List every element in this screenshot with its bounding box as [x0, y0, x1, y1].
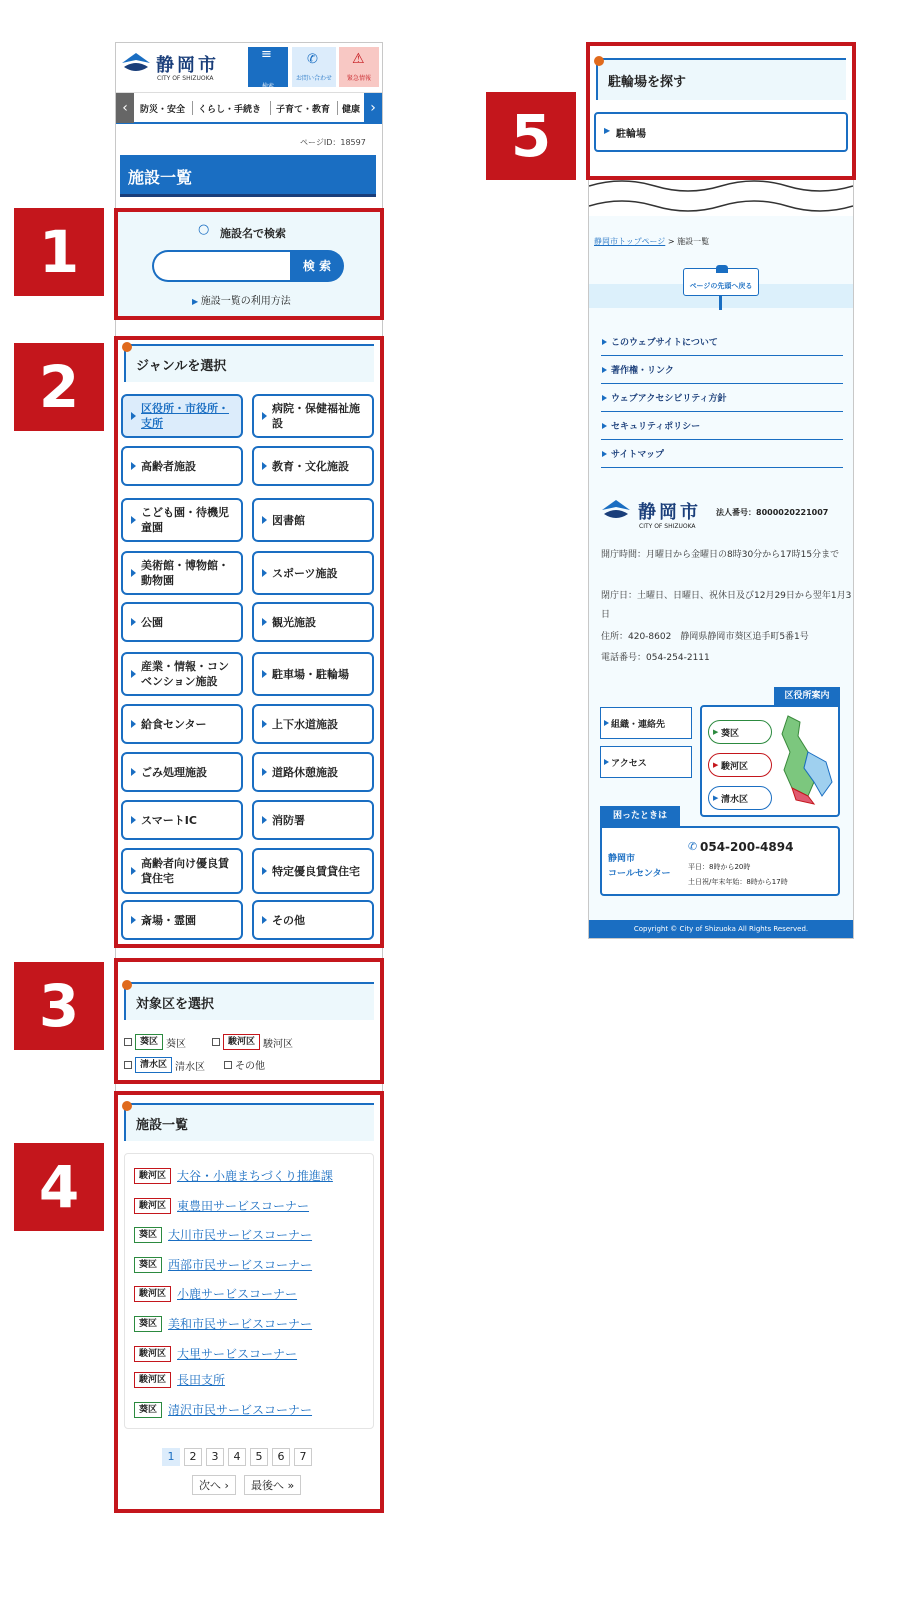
genre-button[interactable]: 病院・保健福祉施設 — [252, 394, 374, 438]
copyright-bar: Copyright © City of Shizuoka All Rights Reserved. — [589, 920, 853, 938]
ward-tag: 葵区 — [134, 1316, 162, 1332]
ward-label: 駿河区 — [263, 1038, 294, 1050]
howto-link[interactable]: ▶ 施設一覧の利用方法 — [192, 296, 291, 307]
marker-1: 1 — [14, 208, 104, 296]
breadcrumb-home-link[interactable]: 静岡市トップページ — [594, 237, 666, 246]
page-number-button[interactable]: 4 — [228, 1448, 246, 1466]
facility-link[interactable]: 美和市民サービスコーナー — [168, 1317, 313, 1331]
genre-button[interactable]: 公園 — [121, 602, 243, 642]
logo-text: 静岡市 — [156, 55, 219, 76]
ward-link-aoi[interactable]: ▶ 葵区 — [708, 720, 772, 744]
to-top-button[interactable]: ページの先頭へ戻る — [683, 268, 759, 296]
callcenter-hours-holiday: 土日祝/年末年始：8時から17時 — [688, 878, 788, 886]
office-hours: 開庁時間：月曜日から金曜日の8時30分から17時15分まで — [601, 550, 840, 560]
genre-button[interactable]: 観光施設 — [252, 602, 374, 642]
menu-button[interactable]: ≡ 検索 — [248, 47, 288, 87]
corp-number: 法人番号：8000020221007 — [716, 508, 829, 517]
page-number-button[interactable]: 2 — [184, 1448, 202, 1466]
nav-divider — [270, 101, 271, 115]
search-icon: ○ — [198, 222, 210, 237]
to-top-stem — [719, 296, 722, 310]
callcenter-label: 静岡市 コールセンター — [608, 854, 671, 879]
last-page-button[interactable]: 最後へ » — [244, 1475, 301, 1495]
city-logo-icon[interactable] — [120, 51, 152, 75]
nav-item-kenko[interactable]: 健康 — [342, 105, 361, 115]
footer-logo-text: 静岡市 — [638, 502, 701, 523]
ward-label: 葵区 — [166, 1038, 187, 1050]
genre-button[interactable]: その他 — [252, 900, 374, 940]
ward-tag: 駿河区 — [134, 1168, 171, 1184]
phone-icon: ✆ — [688, 840, 698, 853]
footer-logo-icon[interactable] — [600, 498, 632, 522]
page-title: 施設一覧 — [120, 155, 376, 197]
genre-button[interactable]: 特定優良賃貸住宅 — [252, 848, 374, 894]
footer-link[interactable]: 著作権・リンク — [601, 356, 843, 384]
ward-link-shimizu[interactable]: ▶ 清水区 — [708, 786, 772, 810]
genre-button[interactable]: 道路休憩施設 — [252, 752, 374, 792]
callcenter-tel[interactable]: 054-200-4894 — [700, 840, 794, 854]
search-heading: 施設名で検索 — [220, 227, 286, 240]
page-number-button[interactable]: 5 — [250, 1448, 268, 1466]
highlight-box-3 — [114, 958, 384, 1084]
facility-link[interactable]: 小鹿サービスコーナー — [177, 1287, 298, 1301]
nav-item-kosodate[interactable]: 子育て・教育 — [276, 105, 331, 115]
genre-button[interactable]: 区役所・市役所・支所 — [121, 394, 243, 438]
footer-link[interactable]: サイトマップ — [601, 440, 843, 468]
ward-tag: 駿河区 — [223, 1034, 260, 1050]
page-number-button[interactable]: 1 — [162, 1448, 180, 1466]
parking-heading: 駐輪場を探す — [596, 58, 846, 100]
next-page-button[interactable]: 次へ › — [192, 1475, 236, 1495]
phone-icon: ✆ — [307, 52, 318, 67]
genre-button[interactable]: スマートIC — [121, 800, 243, 840]
breadcrumb: 静岡市トップページ > 施設一覧 — [594, 237, 710, 246]
ward-tag: 駿河区 — [134, 1346, 171, 1362]
highlight-box-5 — [586, 42, 856, 180]
ward-tag: 葵区 — [134, 1227, 162, 1243]
genre-button[interactable]: 美術館・博物館・動物園 — [121, 551, 243, 595]
search-menu-icon: ≡ — [261, 47, 272, 62]
highlight-box-2 — [114, 336, 384, 948]
footer-logo-subtext: CITY OF SHIZUOKA — [639, 523, 696, 530]
nav-divider — [337, 101, 338, 115]
ward-tag: 葵区 — [135, 1034, 163, 1050]
triangle-right-icon: ▶ — [713, 761, 719, 769]
access-button[interactable]: アクセス — [600, 746, 692, 778]
triangle-right-icon: ▶ — [604, 126, 611, 135]
facility-link[interactable]: 大川市民サービスコーナー — [168, 1228, 313, 1242]
global-nav — [116, 92, 382, 124]
genre-button[interactable]: 消防署 — [252, 800, 374, 840]
ward-link-suruga[interactable]: ▶ 駿河区 — [708, 753, 772, 777]
ward-guide-label: 区役所案内 — [774, 687, 840, 705]
ward-label: 清水区 — [175, 1061, 206, 1073]
page-break-wave — [589, 180, 853, 216]
facility-link[interactable]: 西部市民サービスコーナー — [168, 1258, 313, 1272]
bag-icon — [716, 265, 728, 273]
facility-link[interactable]: 清沢市民サービスコーナー — [168, 1403, 313, 1417]
nav-divider — [192, 101, 193, 115]
page-id: ページID：18597 — [300, 138, 366, 147]
ward-tag: 清水区 — [135, 1057, 172, 1073]
nav-item-bosai[interactable]: 防災・安全 — [140, 105, 186, 115]
genre-button[interactable]: 駐車場・駐輪場 — [252, 652, 374, 696]
footer-link[interactable]: このウェブサイトについて — [601, 328, 843, 356]
nav-item-kurashi[interactable]: くらし・手続き — [198, 105, 262, 115]
ward-tag: 駿河区 — [134, 1198, 171, 1214]
highlight-box-1 — [114, 208, 384, 320]
shizuoka-map-icon[interactable] — [778, 712, 836, 812]
callcenter-hours-weekday: 平日：8時から20時 — [688, 863, 751, 871]
marker-5: 5 — [486, 92, 576, 180]
marker-4: 4 — [14, 1143, 104, 1231]
nav-prev-button[interactable]: ‹ — [116, 93, 134, 123]
emergency-button[interactable]: ⚠ 緊急情報 — [339, 47, 379, 87]
triangle-right-icon: ▶ — [713, 728, 719, 736]
contact-button[interactable]: ✆ お問い合わせ — [292, 47, 336, 87]
footer-link[interactable]: セキュリティポリシー — [601, 412, 843, 440]
genre-button[interactable]: 産業・情報・コンベンション施設 — [121, 652, 243, 696]
genre-button[interactable]: 上下水道施設 — [252, 704, 374, 744]
footer-link[interactable]: ウェブアクセシビリティ方針 — [601, 384, 843, 412]
help-tag: 困ったときは — [600, 806, 680, 826]
genre-heading: ジャンルを選択 — [124, 344, 374, 382]
facility-link[interactable]: 東豊田サービスコーナー — [177, 1199, 310, 1213]
parking-link[interactable]: ▶ 駐輪場 — [594, 112, 848, 152]
page-number-button[interactable]: 7 — [294, 1448, 312, 1466]
facility-link[interactable]: 大谷・小鹿まちづくり推進課 — [177, 1169, 333, 1183]
facility-link[interactable]: 長田支所 — [177, 1373, 226, 1387]
triangle-right-icon: ▶ — [713, 794, 719, 802]
genre-button[interactable]: スポーツ施設 — [252, 551, 374, 595]
ward-heading: 対象区を選択 — [124, 982, 374, 1020]
page-number-button[interactable]: 6 — [272, 1448, 290, 1466]
highlight-box-4 — [114, 1091, 384, 1513]
marker-2: 2 — [14, 343, 104, 431]
ward-label: その他 — [235, 1061, 265, 1072]
ward-tag: 駿河区 — [134, 1286, 171, 1302]
genre-button[interactable]: こども園・待機児童園 — [121, 498, 243, 542]
nav-next-button[interactable]: › — [364, 93, 382, 123]
page-number-button[interactable]: 3 — [206, 1448, 224, 1466]
ward-tag: 葵区 — [134, 1402, 162, 1418]
breadcrumb-current: 施設一覧 — [677, 237, 710, 246]
facility-heading: 施設一覧 — [124, 1103, 374, 1141]
triangle-right-icon: ▶ — [192, 297, 201, 306]
phone-number: 電話番号：054-254-2111 — [601, 653, 710, 663]
logo-subtext: CITY OF SHIZUOKA — [157, 75, 214, 82]
ward-tag: 葵区 — [134, 1257, 162, 1273]
genre-button[interactable]: 高齢者向け優良賃貸住宅 — [121, 848, 243, 894]
org-contact-button[interactable]: 組織・連絡先 — [600, 707, 692, 739]
ward-tag: 駿河区 — [134, 1372, 171, 1388]
address: 住所：420-8602 静岡県静岡市葵区追手町5番1号 — [601, 632, 809, 642]
warning-icon: ⚠ — [352, 51, 365, 67]
genre-button[interactable]: 高齢者施設 — [121, 446, 243, 486]
site-header — [116, 43, 382, 91]
closed-days: 閉庁日：土曜日、日曜日、祝休日及び12月29日から翌年1月3日 — [601, 591, 852, 620]
facility-link[interactable]: 大里サービスコーナー — [177, 1347, 298, 1361]
genre-button[interactable]: 教育・文化施設 — [252, 446, 374, 486]
genre-button[interactable]: 斎場・霊園 — [121, 900, 243, 940]
genre-button[interactable]: 図書館 — [252, 498, 374, 542]
marker-3: 3 — [14, 962, 104, 1050]
genre-button[interactable]: ごみ処理施設 — [121, 752, 243, 792]
search-button[interactable]: 検 索 — [290, 250, 344, 282]
genre-button[interactable]: 給食センター — [121, 704, 243, 744]
